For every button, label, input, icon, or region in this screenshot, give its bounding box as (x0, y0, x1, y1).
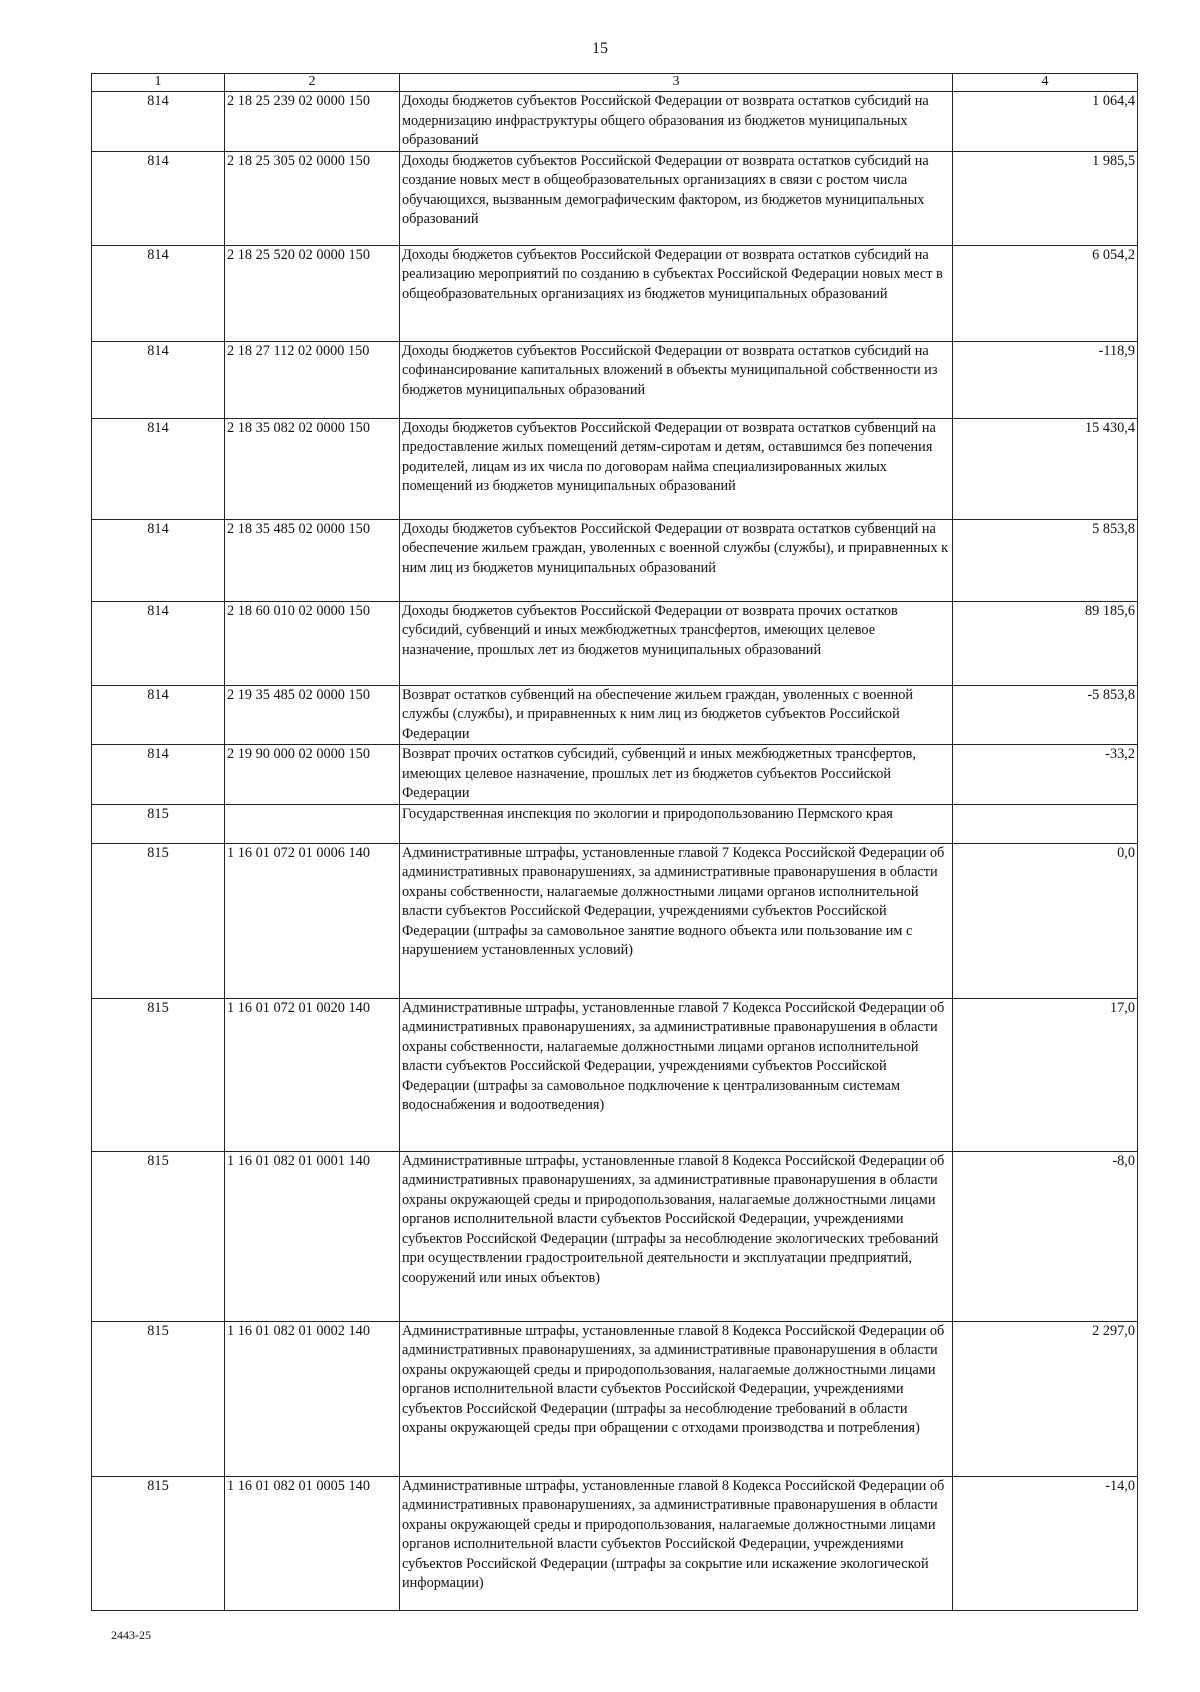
header-col-2: 2 (225, 74, 400, 92)
amount-cell (953, 804, 1138, 843)
description-cell: Возврат прочих остатков субсидий, субвенций и иных межбюджетных трансфертов, имеющих целевое назначение, прошлых лет из бюджетов субъектов Российской Федерации (400, 745, 953, 805)
amount-cell: 17,0 (953, 998, 1138, 1151)
table-row (92, 1476, 1138, 1610)
admin-code-cell: 814 (92, 341, 225, 418)
admin-code-cell: 814 (92, 601, 225, 685)
table-row (92, 341, 1138, 418)
budget-code-cell: 2 18 35 485 02 0000 150 (225, 519, 400, 601)
amount-cell: -8,0 (953, 1151, 1138, 1321)
amount-cell: 5 853,8 (953, 519, 1138, 601)
table-row (92, 92, 1138, 152)
admin-code-cell: 814 (92, 685, 225, 745)
description-cell: Доходы бюджетов субъектов Российской Федерации от возврата остатков субсидий на создание новых мест в общеобразовательных организациях в связи с ростом числа обучающихся, вызванным демографическим фактором, из бюджетов муниципальных образований (400, 151, 953, 245)
header-row (92, 74, 1138, 92)
admin-code-cell: 814 (92, 245, 225, 341)
admin-code-cell: 814 (92, 418, 225, 519)
description-cell: Государственная инспекция по экологии и природопользованию Пермского края (400, 804, 953, 843)
description-cell: Административные штрафы, установленные главой 8 Кодекса Российской Федерации об административных правонарушениях, за административные правонарушения в области охраны окружающей среды и природопользования, налагаемые должностными лицами органов исполнительной власти субъектов Российской Федерации, учреждениями субъектов Российской Федерации (штрафы за сокрытие или искажение экологической информации) (400, 1476, 953, 1610)
admin-code-cell: 815 (92, 998, 225, 1151)
budget-code-cell: 2 18 35 082 02 0000 150 (225, 418, 400, 519)
table-row (92, 151, 1138, 245)
budget-code-cell (225, 804, 400, 843)
table-row (92, 601, 1138, 685)
table-row (92, 745, 1138, 805)
amount-cell: -33,2 (953, 745, 1138, 805)
description-cell: Доходы бюджетов субъектов Российской Федерации от возврата прочих остатков субсидий, субвенций и иных межбюджетных трансфертов, имеющих целевое назначение, прошлых лет из бюджетов муниципальных образований (400, 601, 953, 685)
table-row (92, 1321, 1138, 1476)
admin-code-cell: 814 (92, 92, 225, 152)
admin-code-cell: 814 (92, 519, 225, 601)
admin-code-cell: 814 (92, 745, 225, 805)
description-cell: Административные штрафы, установленные главой 7 Кодекса Российской Федерации об административных правонарушениях, за административные правонарушения в области охраны собственности, налагаемые должностными лицами органов исполнительной власти субъектов Российской Федерации, учреждениями субъектов Российской Федерации (штрафы за самовольное занятие водного объекта или пользование им с нарушением установленных условий) (400, 843, 953, 998)
admin-code-cell: 815 (92, 1151, 225, 1321)
table-row (92, 804, 1138, 843)
budget-code-cell: 2 18 60 010 02 0000 150 (225, 601, 400, 685)
admin-code-cell: 815 (92, 804, 225, 843)
description-cell: Доходы бюджетов субъектов Российской Федерации от возврата остатков субвенций на предоставление жилых помещений детям-сиротам и детям, оставшимся без попечения родителей, лицам из их числа по договорам найма специализированных жилых помещений из бюджетов муниципальных образований (400, 418, 953, 519)
amount-cell: 6 054,2 (953, 245, 1138, 341)
amount-cell: -5 853,8 (953, 685, 1138, 745)
table-row (92, 418, 1138, 519)
page-number: 15 (592, 40, 608, 57)
budget-code-cell: 1 16 01 082 01 0005 140 (225, 1476, 400, 1610)
amount-cell: 89 185,6 (953, 601, 1138, 685)
table-row (92, 519, 1138, 601)
table-row (92, 1151, 1138, 1321)
admin-code-cell: 814 (92, 151, 225, 245)
budget-code-cell: 1 16 01 082 01 0001 140 (225, 1151, 400, 1321)
budget-code-cell: 1 16 01 072 01 0020 140 (225, 998, 400, 1151)
description-cell: Доходы бюджетов субъектов Российской Федерации от возврата остатков субсидий на модернизацию инфраструктуры общего образования из бюджетов муниципальных образований (400, 92, 953, 152)
budget-code-cell: 2 19 90 000 02 0000 150 (225, 745, 400, 805)
description-cell: Административные штрафы, установленные главой 8 Кодекса Российской Федерации об административных правонарушениях, за административные правонарушения в области охраны окружающей среды и природопользования, налагаемые должностными лицами органов исполнительной власти субъектов Российской Федерации, учреждениями субъектов Российской Федерации (штрафы за несоблюдение экологических требований при осуществлении градостроительной деятельности и эксплуатации предприятий, сооружений или иных объектов) (400, 1151, 953, 1321)
budget-code-cell: 2 18 25 239 02 0000 150 (225, 92, 400, 152)
amount-cell: 2 297,0 (953, 1321, 1138, 1476)
description-cell: Доходы бюджетов субъектов Российской Федерации от возврата остатков субвенций на обеспечение жильем граждан, уволенных с военной службы (службы), и приравненных к ним лиц из бюджетов муниципальных образований (400, 519, 953, 601)
amount-cell: 1 064,4 (953, 92, 1138, 152)
header-col-1: 1 (92, 74, 225, 92)
document-code: 2443-25 (111, 1628, 151, 1642)
header-col-4: 4 (953, 74, 1138, 92)
description-cell: Возврат остатков субвенций на обеспечение жильем граждан, уволенных с военной службы (службы), и приравненных к ним лиц из бюджетов субъектов Российской Федерации (400, 685, 953, 745)
description-cell: Доходы бюджетов субъектов Российской Федерации от возврата остатков субсидий на софинансирование капитальных вложений в объекты муниципальной собственности из бюджетов муниципальных образований (400, 341, 953, 418)
amount-cell: 1 985,5 (953, 151, 1138, 245)
budget-code-cell: 2 19 35 485 02 0000 150 (225, 685, 400, 745)
amount-cell: 15 430,4 (953, 418, 1138, 519)
header-col-3: 3 (400, 74, 953, 92)
budget-table (91, 73, 1138, 1611)
description-cell: Административные штрафы, установленные главой 7 Кодекса Российской Федерации об административных правонарушениях, за административные правонарушения в области охраны собственности, налагаемые должностными лицами органов исполнительной власти субъектов Российской Федерации, учреждениями субъектов Российской Федерации (штрафы за самовольное подключение к централизованным системам водоснабжения и водоотведения) (400, 998, 953, 1151)
admin-code-cell: 815 (92, 843, 225, 998)
amount-cell: -118,9 (953, 341, 1138, 418)
budget-code-cell: 2 18 25 520 02 0000 150 (225, 245, 400, 341)
table-row (92, 998, 1138, 1151)
budget-code-cell: 2 18 27 112 02 0000 150 (225, 341, 400, 418)
admin-code-cell: 815 (92, 1321, 225, 1476)
amount-cell: 0,0 (953, 843, 1138, 998)
table-row (92, 685, 1138, 745)
description-cell: Доходы бюджетов субъектов Российской Федерации от возврата остатков субсидий на реализацию мероприятий по созданию в субъектах Российской Федерации новых мест в общеобразовательных организациях из бюджетов муниципальных образований (400, 245, 953, 341)
description-cell: Административные штрафы, установленные главой 8 Кодекса Российской Федерации об административных правонарушениях, за административные правонарушения в области охраны окружающей среды и природопользования, налагаемые должностными лицами органов исполнительной власти субъектов Российской Федерации, учреждениями субъектов Российской Федерации (штрафы за несоблюдение требований в области охраны окружающей среды при обращении с отходами производства и потребления) (400, 1321, 953, 1476)
table-row (92, 843, 1138, 998)
budget-code-cell: 1 16 01 072 01 0006 140 (225, 843, 400, 998)
budget-code-cell: 2 18 25 305 02 0000 150 (225, 151, 400, 245)
budget-code-cell: 1 16 01 082 01 0002 140 (225, 1321, 400, 1476)
admin-code-cell: 815 (92, 1476, 225, 1610)
table-row (92, 245, 1138, 341)
amount-cell: -14,0 (953, 1476, 1138, 1610)
